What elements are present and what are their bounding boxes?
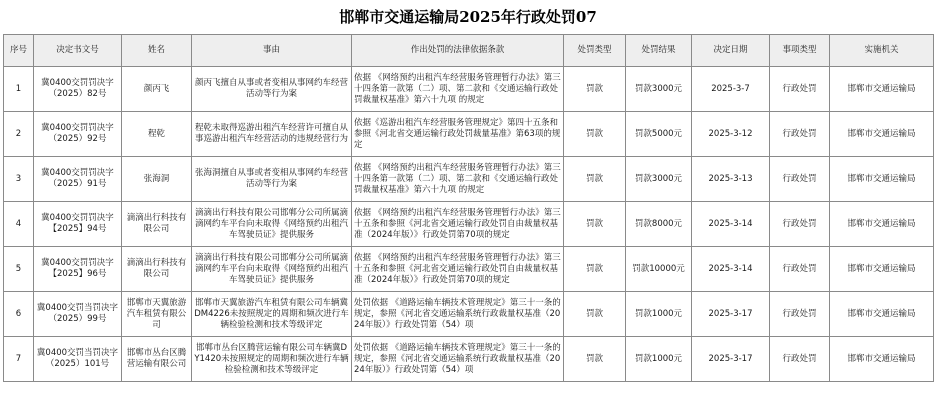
table-row <box>4 202 934 247</box>
cell-name: 程乾 <box>122 112 192 157</box>
header-seq: 序号 <box>4 35 34 67</box>
cell-doc-number: 冀0400交罚当罚决字（2025）101号 <box>34 337 122 382</box>
cell-item-type: 行政处罚 <box>770 112 830 157</box>
header-penalty-result: 处罚结果 <box>626 35 692 67</box>
cell-reason: 颜丙飞擅自从事或者变相从事网约车经营活动等行为案 <box>192 67 352 112</box>
cell-penalty-type: 罚款 <box>564 112 626 157</box>
cell-decision-date: 2025-3-17 <box>692 337 770 382</box>
cell-doc-number: 冀0400交罚罚决字【2025】94号 <box>34 202 122 247</box>
cell-penalty-result: 罚款1000元 <box>626 292 692 337</box>
cell-authority: 邯郸市交通运输局 <box>830 112 934 157</box>
cell-doc-number: 冀0400交罚罚决字（2025）91号 <box>34 157 122 202</box>
cell-doc-number: 冀0400交罚罚决字【2025】96号 <box>34 247 122 292</box>
cell-item-type: 行政处罚 <box>770 292 830 337</box>
cell-authority: 邯郸市交通运输局 <box>830 292 934 337</box>
cell-penalty-type: 罚款 <box>564 292 626 337</box>
cell-legal-basis: 依据 《网络预约出租汽车经营服务管理暂行办法》第三十五条和参照《河北省交通运输行政处罚自由裁量权基准（2024年版）》行政处罚第70项的规定 <box>352 247 564 292</box>
cell-penalty-result: 罚款3000元 <box>626 157 692 202</box>
cell-reason: 邯郸市丛台区腾营运输有限公司车辆冀DY1420未按照规定的周期和频次进行车辆检验检测和技术等级评定 <box>192 337 352 382</box>
cell-name: 滴滴出行科技有限公司 <box>122 202 192 247</box>
header-authority: 实施机关 <box>830 35 934 67</box>
table-row <box>4 292 934 337</box>
table-header-row <box>4 35 934 67</box>
table-row <box>4 337 934 382</box>
cell-seq: 6 <box>4 292 34 337</box>
cell-decision-date: 2025-3-12 <box>692 112 770 157</box>
header-reason: 事由 <box>192 35 352 67</box>
cell-legal-basis: 处罚依据 《道路运输车辆技术管理规定》第三十一条的规定，参照《河北省交通运输系统行政裁量权基准（2024年版）》行政处罚第（54）项 <box>352 292 564 337</box>
cell-seq: 3 <box>4 157 34 202</box>
cell-seq: 2 <box>4 112 34 157</box>
cell-decision-date: 2025-3-13 <box>692 157 770 202</box>
cell-name: 颜丙飞 <box>122 67 192 112</box>
cell-name: 邯郸市丛台区腾营运输有限公司 <box>122 337 192 382</box>
cell-legal-basis: 依据《巡游出租汽车经营服务管理规定》第四十五条和参照《河北省交通运输行政处罚裁量基准》第63项的规定 <box>352 112 564 157</box>
table-row <box>4 157 934 202</box>
cell-item-type: 行政处罚 <box>770 67 830 112</box>
header-penalty-type: 处罚类型 <box>564 35 626 67</box>
cell-reason: 张海洞擅自从事或者变相从事网约车经营活动等行为案 <box>192 157 352 202</box>
cell-penalty-type: 罚款 <box>564 202 626 247</box>
cell-name: 邯郸市天翼旅游汽车租赁有限公司 <box>122 292 192 337</box>
header-name: 姓名 <box>122 35 192 67</box>
cell-authority: 邯郸市交通运输局 <box>830 247 934 292</box>
cell-seq: 1 <box>4 67 34 112</box>
cell-penalty-result: 罚款1000元 <box>626 337 692 382</box>
cell-reason: 滴滴出行科技有限公司邯郸分公司所属滴滴网约车平台向未取得《网络预约出租汽车驾驶员证》提供服务 <box>192 247 352 292</box>
header-doc-number: 决定书文号 <box>34 35 122 67</box>
cell-name: 张海洞 <box>122 157 192 202</box>
cell-legal-basis: 依据 《网络预约出租汽车经营服务管理暂行办法》第三十四条第一款第（二）项、第二款和《交通运输行政处罚裁量权基准》第六十九项 的规定 <box>352 157 564 202</box>
penalty-table <box>3 34 934 382</box>
cell-authority: 邯郸市交通运输局 <box>830 202 934 247</box>
cell-legal-basis: 依据 《网络预约出租汽车经营服务管理暂行办法》第三十五条和参照《河北省交通运输行政处罚自由裁量权基准（2024年版）》行政处罚第70项的规定 <box>352 202 564 247</box>
cell-decision-date: 2025-3-7 <box>692 67 770 112</box>
cell-authority: 邯郸市交通运输局 <box>830 157 934 202</box>
cell-name: 滴滴出行科技有限公司 <box>122 247 192 292</box>
header-item-type: 事项类型 <box>770 35 830 67</box>
cell-reason: 邯郸市天翼旅游汽车租赁有限公司车辆冀DM4226未按照规定的周期和频次进行车辆检验检测和技术等级评定 <box>192 292 352 337</box>
cell-item-type: 行政处罚 <box>770 157 830 202</box>
cell-penalty-type: 罚款 <box>564 67 626 112</box>
cell-legal-basis: 依据 《网络预约出租汽车经营服务管理暂行办法》第三十四条第一款第（二）项、第二款和《交通运输行政处罚裁量权基准》第六十九项 的规定 <box>352 67 564 112</box>
cell-reason: 滴滴出行科技有限公司邯郸分公司所属滴滴网约车平台向未取得《网络预约出租汽车驾驶员证》提供服务 <box>192 202 352 247</box>
cell-decision-date: 2025-3-14 <box>692 247 770 292</box>
table-row <box>4 67 934 112</box>
cell-seq: 7 <box>4 337 34 382</box>
header-legal-basis: 作出处罚的法律依据条款 <box>352 35 564 67</box>
cell-seq: 4 <box>4 202 34 247</box>
cell-penalty-type: 罚款 <box>564 337 626 382</box>
cell-decision-date: 2025-3-14 <box>692 202 770 247</box>
cell-penalty-result: 罚款8000元 <box>626 202 692 247</box>
cell-doc-number: 冀0400交罚罚决字（2025）92号 <box>34 112 122 157</box>
cell-penalty-result: 罚款3000元 <box>626 67 692 112</box>
cell-legal-basis: 处罚依据 《道路运输车辆技术管理规定》第三十一条的规定，参照《河北省交通运输系统行政裁量权基准（2024年版）》行政处罚第（54）项 <box>352 337 564 382</box>
cell-doc-number: 冀0400交罚罚决字（2025）82号 <box>34 67 122 112</box>
cell-item-type: 行政处罚 <box>770 337 830 382</box>
cell-penalty-type: 罚款 <box>564 247 626 292</box>
cell-reason: 程乾未取得巡游出租汽车经营许可擅自从事巡游出租汽车经营活动的违规经营行为 <box>192 112 352 157</box>
cell-penalty-type: 罚款 <box>564 157 626 202</box>
page-title: 邯郸市交通运输局2025年行政处罚07 <box>339 8 597 26</box>
table-row <box>4 112 934 157</box>
cell-authority: 邯郸市交通运输局 <box>830 67 934 112</box>
cell-decision-date: 2025-3-17 <box>692 292 770 337</box>
cell-penalty-result: 罚款5000元 <box>626 112 692 157</box>
cell-penalty-result: 罚款10000元 <box>626 247 692 292</box>
cell-item-type: 行政处罚 <box>770 247 830 292</box>
cell-doc-number: 冀0400交罚当罚决字（2025）99号 <box>34 292 122 337</box>
cell-item-type: 行政处罚 <box>770 202 830 247</box>
cell-authority: 邯郸市交通运输局 <box>830 337 934 382</box>
header-decision-date: 决定日期 <box>692 35 770 67</box>
table-row <box>4 247 934 292</box>
cell-seq: 5 <box>4 247 34 292</box>
